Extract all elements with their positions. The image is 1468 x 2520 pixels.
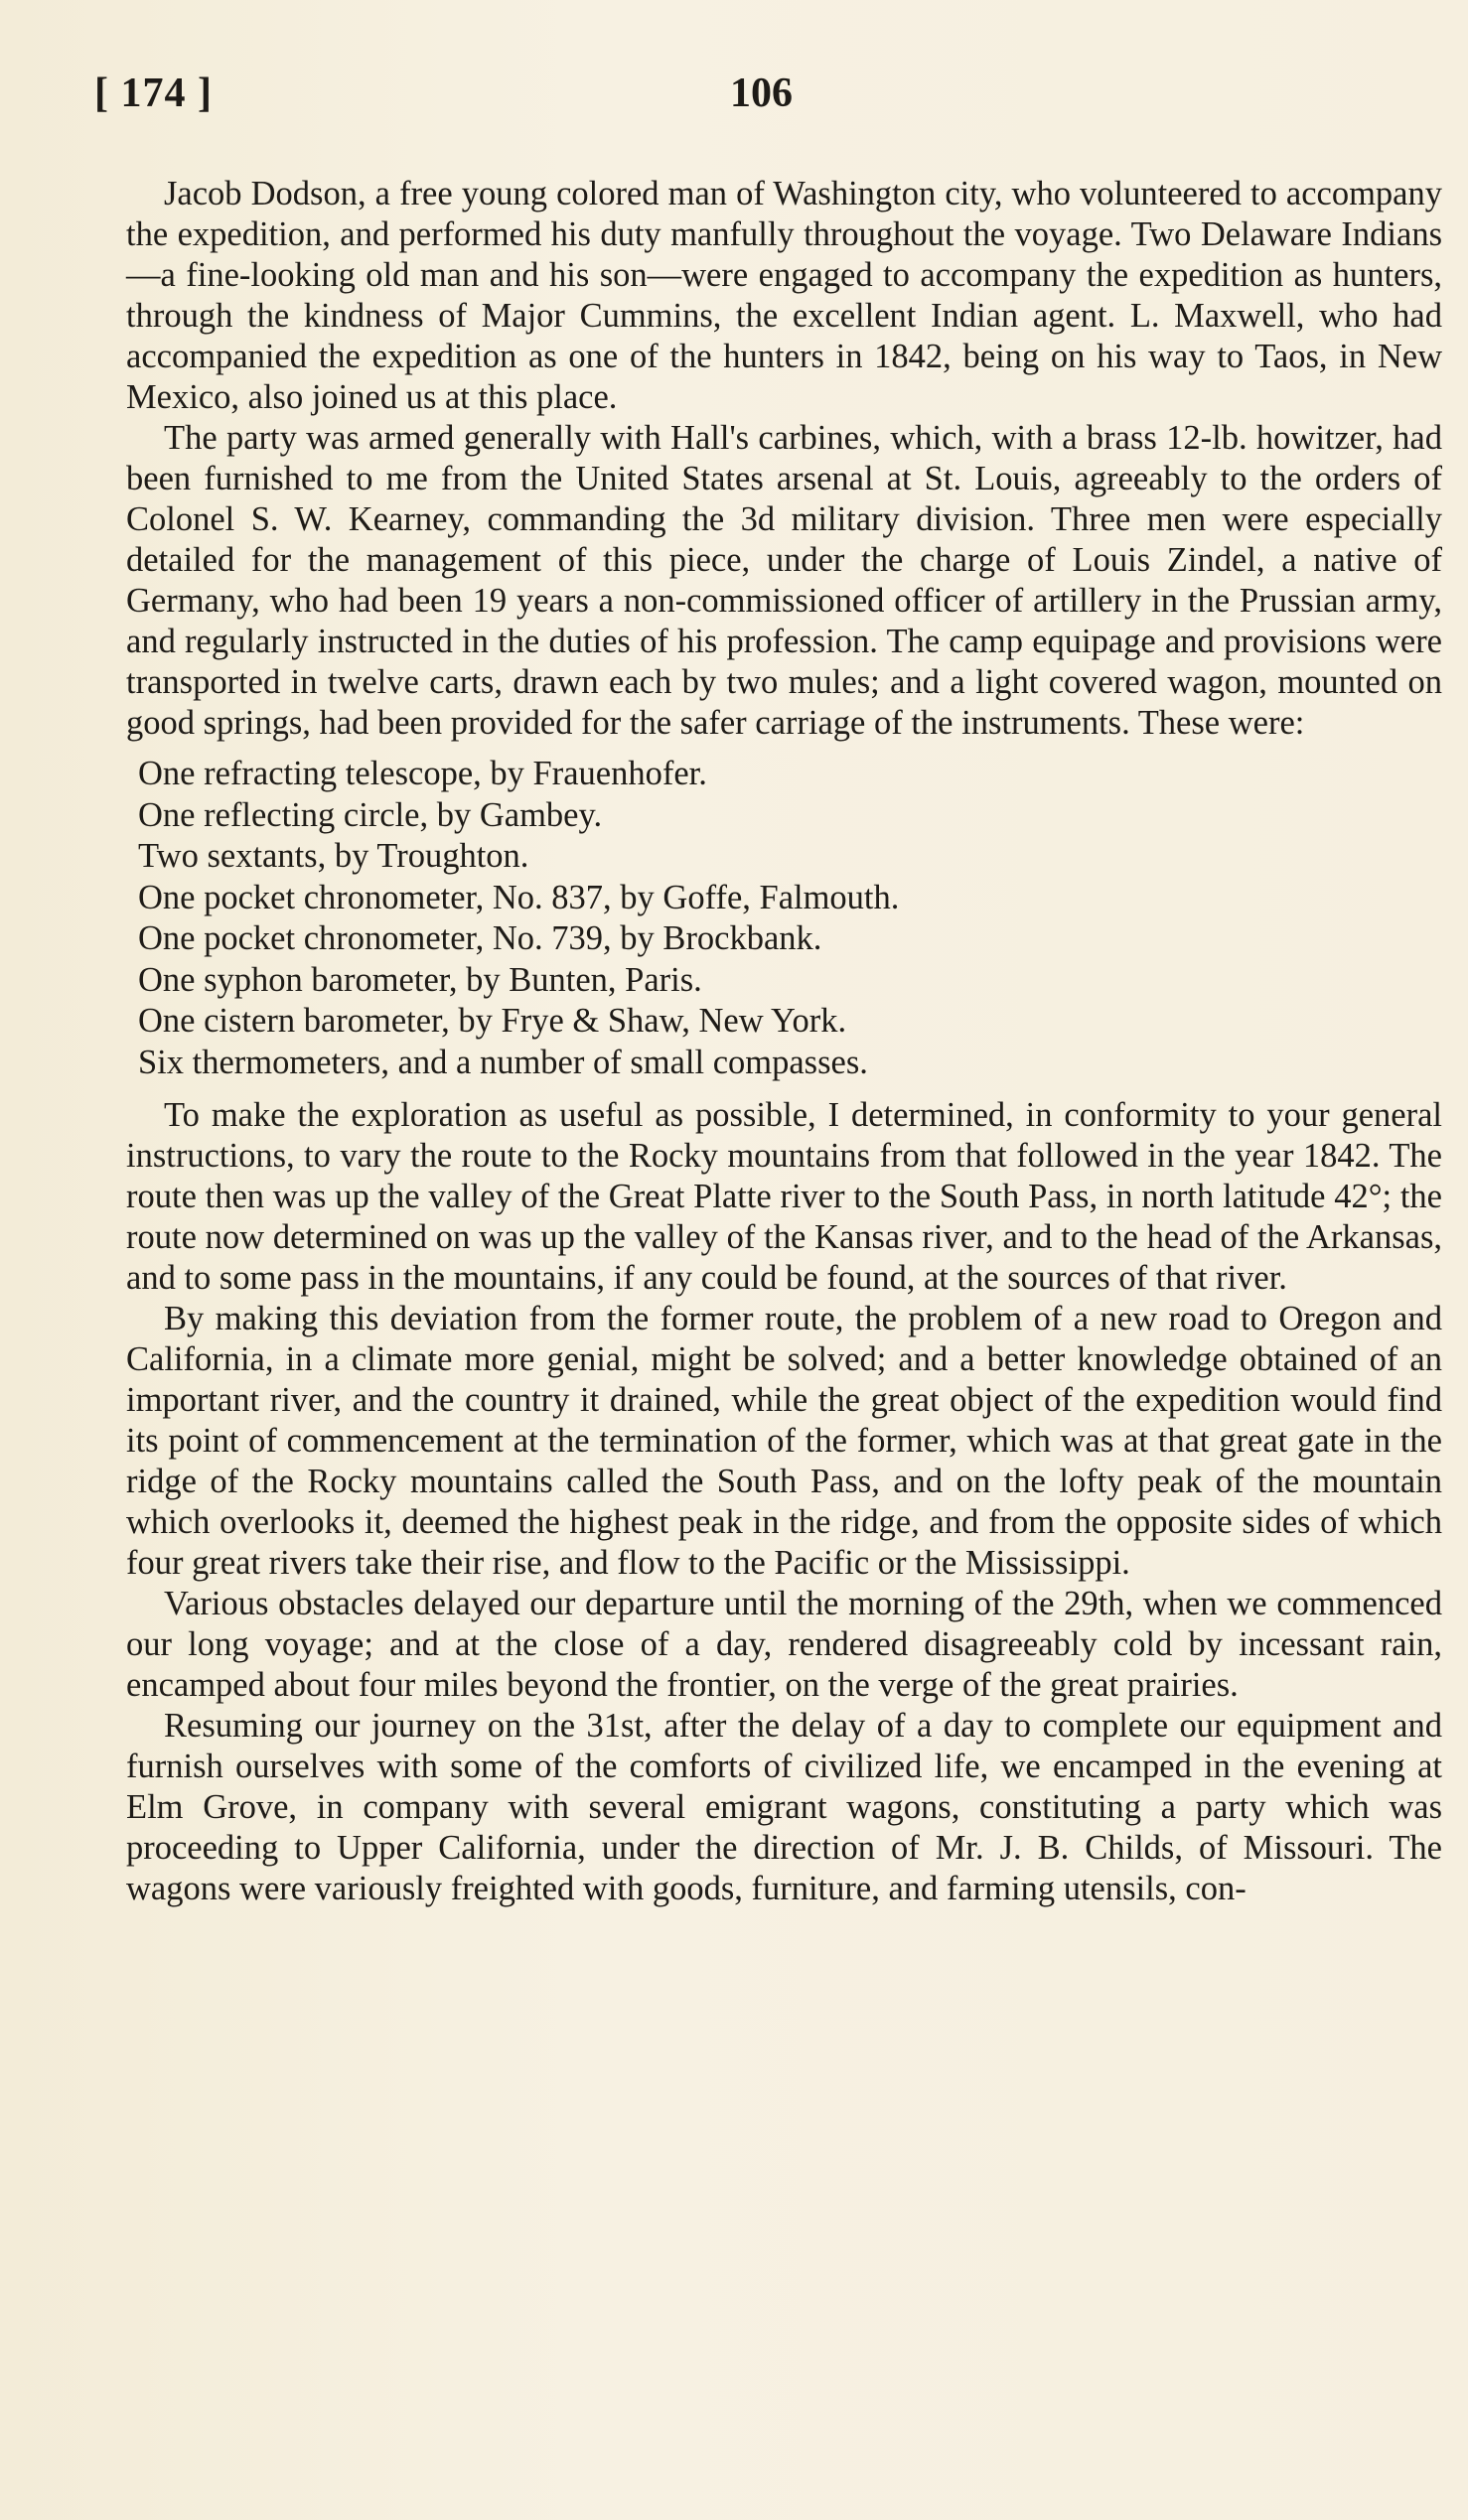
list-item: One reflecting circle, by Gambey.: [138, 795, 603, 834]
original-page-number: [ 174 ]: [94, 70, 213, 116]
paragraph-resuming: Resuming our journey on the 31st, after the delay of a day to complete our equipment and furnish ourselves with some of the comforts of civilized life, we encamped in the evening at Elm Grove, in company with several emigrant wagons, constituting a party which was proceeding to Upper California, under the direction of Mr. J. B. Childs, of Missouri. The wagons were variously freighted with goods, furniture, and farming utensils, con-: [126, 1707, 1442, 1907]
body-text: [126, 174, 1442, 1909]
list-item: One pocket chronometer, No. 739, by Brockbank.: [138, 919, 822, 957]
paragraph-departure: Various obstacles delayed our departure until the morning of the 29th, when we commenced our long voyage; and at the close of a day, rendered disagreeably cold by incessant rain, encamped about four miles beyond the frontier, on the verge of the great prairies.: [126, 1585, 1442, 1704]
paragraph-dodson: Jacob Dodson, a free young colored man of Washington city, who volunteered to accompany the expedition, and performed his duty manfully throughout the voyage. Two Delaware Indians—a fine-looking old man and his son—were engaged to accompany the expedition as hunters, through the kindness of Major Cummins, the excellent Indian agent. L. Maxwell, who had accompanied the expedition as one of the hunters in 1842, being on his way to Taos, in New Mexico, also joined us at this place.: [126, 175, 1442, 416]
paragraph-deviation: By making this deviation from the former route, the problem of a new road to Oregon and California, in a climate more genial, might be solved; and a better knowledge obtained of an important river, and the country it drained, while the great object of the expedition would find its point of commencement at the termination of the former, which was at that great gate in the ridge of the Rocky mountains called the South Pass, and on the lofty peak of the mountain which overlooks it, deemed the highest peak in the ridge, and from the opposite sides of which four great rivers take their rise, and flow to the Pacific or the Mississippi.: [126, 1300, 1442, 1582]
list-item: One refracting telescope, by Frauenhofer.: [138, 755, 707, 792]
list-item: One cistern barometer, by Frye & Shaw, New York.: [138, 1002, 847, 1040]
paragraph-party-armed: The party was armed generally with Hall's carbines, which, with a brass 12-lb. howitzer, had been furnished to me from the United States arsenal at St. Louis, agreeably to the orders of Colonel S. W. Kearney, commanding the 3d military division. Three men were especially detailed for the management of this piece, under the charge of Louis Zindel, a native of Germany, who had been 19 years a non-commissioned officer of artillery in the Prussian army, and regularly instructed in the duties of his profession. The camp equipage and provisions were transported in twelve carts, drawn each by two mules; and a light covered wagon, mounted on good springs, had been provided for the safer carriage of the instruments. These were:: [126, 419, 1442, 742]
page-number: 106: [730, 70, 793, 116]
instrument-list: [126, 754, 1442, 1083]
paragraph-exploration: To make the exploration as useful as possible, I determined, in conformity to your general instructions, to vary the route to the Rocky mountains from that followed in the year 1842. The route then was up the valley of the Great Platte river to the South Pass, in north latitude 42°; the route now determined on was up the valley of the Kansas river, and to the head of the Arkansas, and to some pass in the mountains, if any could be found, at the sources of that river.: [126, 1096, 1442, 1297]
list-item: Six thermometers, and a number of small compasses.: [138, 1043, 868, 1081]
list-item: One syphon barometer, by Bunten, Paris.: [138, 960, 702, 999]
list-item: One pocket chronometer, No. 837, by Goffe, Falmouth.: [138, 878, 900, 916]
list-item: Two sextants, by Troughton.: [138, 837, 529, 875]
page-header: [94, 70, 1425, 139]
